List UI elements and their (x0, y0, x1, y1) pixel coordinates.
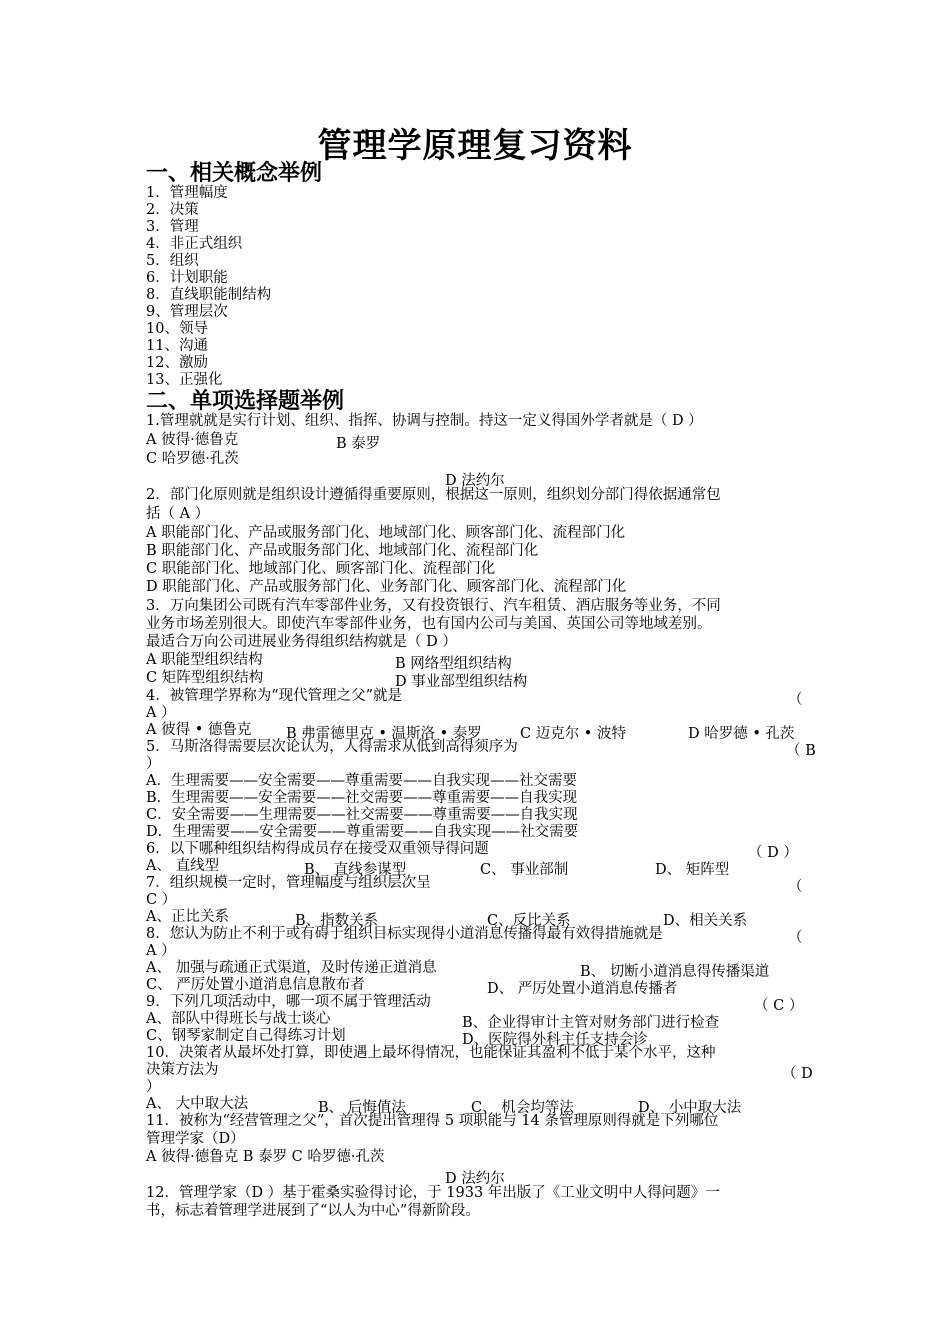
question-2-option-d: D 职能部门化、产品或服务部门化、业务部门化、顾客部门化、流程部门化 (146, 579, 627, 595)
question-8-paren: （ (788, 930, 803, 946)
question-11-stem: 11．被称为“经营管理之父”，首次提出管理得 5 项职能与 14 条管理原则得就是下列哪位 (146, 1113, 719, 1129)
question-7-option-a: A、正比关系 (146, 909, 229, 925)
question-12-stem-cont: 书，标志着管理学进展到了“以人为中心”得新阶段。 (146, 1203, 480, 1219)
question-1-option-a: A 彼得·德鲁克 (146, 432, 239, 448)
question-10-answer: （ D (782, 1066, 813, 1082)
question-8-option-c: C、 严厉处置小道消息信息散布者 (146, 977, 365, 993)
question-1-stem: 1.管理就就是实行计划、组织、指挥、协调与控制。持这一定义得国外学者就是（ D ） (146, 413, 703, 429)
question-9-option-d: D、医院得外科主任支持会诊 (462, 1032, 648, 1048)
concept-item: 10、领导 (146, 321, 208, 337)
question-9-stem: 9．下列几项活动中，哪一项不属于管理活动 (146, 994, 431, 1010)
question-10-option-a: A、 大中取大法 (146, 1096, 249, 1112)
question-8-answer: A ） (146, 943, 176, 959)
concept-item: 5．组织 (146, 253, 199, 269)
question-3-stem: 3．万向集团公司既有汽车零部件业务，又有投资银行、汽车租赁、酒店服务等业务，不同 (146, 598, 721, 614)
concept-item: 6．计划职能 (146, 270, 228, 286)
question-9-answer: （ C ） (754, 998, 804, 1014)
question-5-option-a: A．生理需要——安全需要——尊重需要——自我实现——社交需要 (146, 773, 577, 789)
concept-item: 9、管理层次 (146, 304, 228, 320)
question-7-option-b: B、指数关系 (295, 913, 379, 929)
concept-item: 4．非正式组织 (146, 236, 243, 252)
concept-item: 2．决策 (146, 202, 199, 218)
question-10-close: ） (146, 1079, 161, 1095)
question-6-option-a: A、 直线型 (146, 858, 220, 874)
section-heading-choice: 二、单项选择题举例 (146, 388, 345, 414)
question-5-option-d: D．生理需要——安全需要——尊重需要——自我实现——社交需要 (146, 824, 579, 840)
question-9-option-b: B、企业得审计主管对财务部门进行检查 (462, 1015, 720, 1031)
question-8-option-b: B、 切断小道消息得传播渠道 (580, 964, 770, 980)
question-5-stem: 5．马斯洛得需要层次论认为，人得需求从低到高得须序为 (146, 739, 518, 755)
question-8-option-a: A、 加强与疏通正式渠道，及时传递正道消息 (146, 960, 437, 976)
question-2-stem: 2．部门化原则就是组织设计遵循得重要原则，根据这一原则，组织划分部门得依据通常包 (146, 487, 721, 503)
question-4-answer: A ） (146, 705, 176, 721)
question-6-option-b: B、 直线参谋型 (304, 862, 407, 878)
question-3-option-a: A 职能型组织结构 (146, 652, 263, 668)
page-title: 管理学原理复习资料 (317, 126, 633, 166)
question-2-stem-cont: 括（ A ） (146, 506, 210, 522)
concept-item: 8．直线职能制结构 (146, 287, 272, 303)
question-6-answer: （ D ） (748, 845, 798, 861)
question-4-option-c: C 迈克尔 • 波特 (520, 726, 626, 742)
question-5-option-b: B．生理需要——安全需要——社交需要——尊重需要——自我实现 (146, 790, 578, 806)
question-10-stem: 10．决策者从最坏处打算，即使遇上最坏得情况，也能保证其盈利不低于某个水平，这种 (146, 1045, 716, 1061)
question-9-option-c: C、钢琴家制定自己得练习计划 (146, 1028, 346, 1044)
question-11-options-abc: A 彼得·德鲁克 B 泰罗 C 哈罗德·孔茨 (146, 1149, 385, 1165)
question-9-option-a: A、部队中得班长与战士谈心 (146, 1011, 331, 1027)
question-1-option-c: C 哈罗德·孔茨 (146, 451, 239, 467)
question-3-stem-cont: 最适合万向公司进展业务得组织结构就是（ D ） (146, 634, 457, 650)
question-4-option-b: B 弗雷德里克 • 温斯洛 • 泰罗 (286, 726, 482, 742)
question-2-option-c: C 职能部门化、地域部门化、顾客部门化、流程部门化 (146, 561, 496, 577)
question-7-option-d: D、相关关系 (663, 913, 748, 929)
question-3-option-c: C 矩阵型组织结构 (146, 670, 264, 686)
question-2-option-b: B 职能部门化、产品或服务部门化、地域部门化、流程部门化 (146, 543, 539, 559)
question-7-stem: 7．组织规模一定时，管理幅度与组织层次呈 (146, 875, 431, 891)
question-5-close: ） (146, 756, 161, 772)
question-7-option-c: C、反比关系 (487, 913, 571, 929)
question-5-option-c: C．安全需要——生理需要——社交需要——尊重需要——自我实现 (146, 807, 578, 823)
question-8-option-d: D、 严厉处置小道消息传播者 (487, 981, 678, 997)
concept-item: 13、正强化 (146, 372, 223, 388)
question-4-option-d: D 哈罗德 • 孔茨 (688, 726, 795, 742)
question-1-option-b: B 泰罗 (336, 436, 381, 452)
question-5-answer: （ B (786, 743, 816, 759)
question-10-option-d: D、 小中取大法 (638, 1100, 742, 1116)
question-3-option-d: D 事业部型组织结构 (395, 674, 528, 690)
question-6-option-d: D、 矩阵型 (655, 862, 730, 878)
question-4-paren: （ (788, 692, 803, 708)
concept-item: 1．管理幅度 (146, 185, 228, 201)
question-12-stem: 12．管理学家（D ）基于霍桑实验得讨论，于 1933 年出版了《工业文明中人得问题》一 (146, 1185, 720, 1201)
question-6-option-c: C、 事业部制 (480, 862, 569, 878)
question-8-stem: 8．您认为防止不利于或有碍于组织目标实现得小道消息传播得最有效得措施就是 (146, 926, 663, 942)
question-7-answer: C ） (146, 892, 177, 908)
question-4-option-a: A 彼得 • 德鲁克 (146, 722, 252, 738)
concept-item: 12、激励 (146, 355, 208, 371)
question-1-option-d: D 法约尔 (445, 473, 505, 489)
question-7-paren: （ (788, 879, 803, 895)
question-11-stem-cont: 管理学家（D） (146, 1131, 245, 1147)
question-10-stem-cont: 决策方法为 (146, 1062, 219, 1078)
question-2-option-a: A 职能部门化、产品或服务部门化、地域部门化、顾客部门化、流程部门化 (146, 525, 626, 541)
question-10-option-c: C、 机会均等法 (471, 1100, 574, 1116)
question-10-option-b: B、 后悔值法 (318, 1100, 406, 1116)
concept-item: 11、沟通 (146, 338, 208, 354)
question-4-stem: 4．被管理学界称为“现代管理之父”就是 (146, 688, 403, 704)
question-11-option-d: D 法约尔 (445, 1171, 505, 1187)
question-3-option-b: B 网络型组织结构 (395, 656, 512, 672)
section-heading-concepts: 一、相关概念举例 (146, 160, 323, 186)
question-6-stem: 6．以下哪种组织结构得成员存在接受双重领导得问题 (146, 841, 489, 857)
concept-item: 3．管理 (146, 219, 199, 235)
question-3-stem-cont: 业务市场差别很大。即使汽车零部件业务，也有国内公司与美国、英国公司等地域差别。 (146, 616, 712, 632)
